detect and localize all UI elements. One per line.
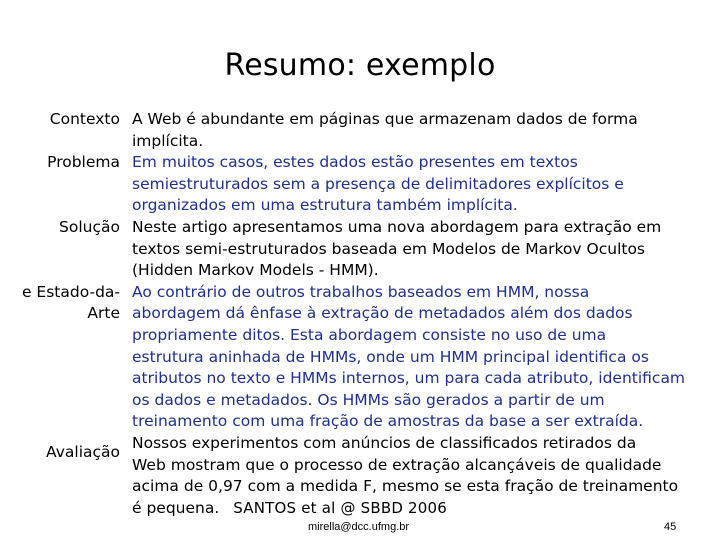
solution-line: (Hidden Markov Models - HMM). — [132, 261, 379, 280]
state-of-art-line: Ao contrário de outros trabalhos baseados em HMM, nossa — [132, 282, 590, 301]
evaluation-last-line — [132, 498, 707, 520]
abstract-body — [132, 109, 707, 519]
problem-line: organizados em uma estrutura também implícita. — [132, 196, 518, 215]
evaluation-line: Web mostram que o processo de extração alcançáveis de qualidade — [132, 455, 662, 474]
citation: SANTOS et al @ SBBD 2006 — [233, 498, 448, 517]
label-contexto: Contexto — [49, 110, 120, 128]
problem-line: Em muitos casos, estes dados estão presentes em textos — [132, 153, 578, 172]
solution-line: textos semi-estruturados baseada em Modelos de Markov Ocultos — [132, 239, 646, 258]
context-line: implícita. — [132, 131, 204, 150]
label-problema: Problema — [47, 153, 120, 171]
footer-email: mirella@dcc.ufmg.br — [308, 521, 410, 533]
problem-line: semiestruturados sem a presença de delimitadores explícitos e — [132, 174, 624, 193]
label-estado-da-arte-2: Arte — [87, 304, 120, 322]
state-of-art-line: abordagem dá ênfase à extração de metadados além dos dados — [132, 304, 633, 323]
state-of-art-line: propriamente ditos. Esta abordagem consiste no uso de uma — [132, 325, 607, 344]
slide-title: Resumo: exemplo — [224, 48, 496, 83]
state-of-art-line: atributos no texto e HMMs internos, um para cada atributo, identificam — [132, 369, 686, 388]
state-of-art-line: estrutura aninhada de HMMs, onde um HMM principal identifica os — [132, 347, 649, 366]
evaluation-line-end: é pequena. — [132, 498, 220, 517]
state-of-art-line: os dados e metadados. Os HMMs são gerados a partir de um — [132, 390, 605, 409]
context-line: A Web é abundante em páginas que armazenam dados de forma — [132, 110, 638, 128]
label-estado-da-arte-1: e Estado-da- — [21, 283, 120, 301]
label-solucao: Solução — [59, 218, 120, 236]
label-avaliacao: Avaliação — [46, 443, 120, 461]
page-number: 45 — [664, 521, 677, 533]
solution-line: Neste artigo apresentamos uma nova abordagem para extração em — [132, 217, 662, 236]
state-of-art-line: treinamento com uma fração de amostras da base a ser extraída. — [132, 412, 644, 431]
evaluation-line: acima de 0,97 com a medida F, mesmo se esta fração de treinamento — [132, 477, 679, 496]
evaluation-line: Nossos experimentos com anúncios de classificados retirados da — [132, 433, 637, 452]
